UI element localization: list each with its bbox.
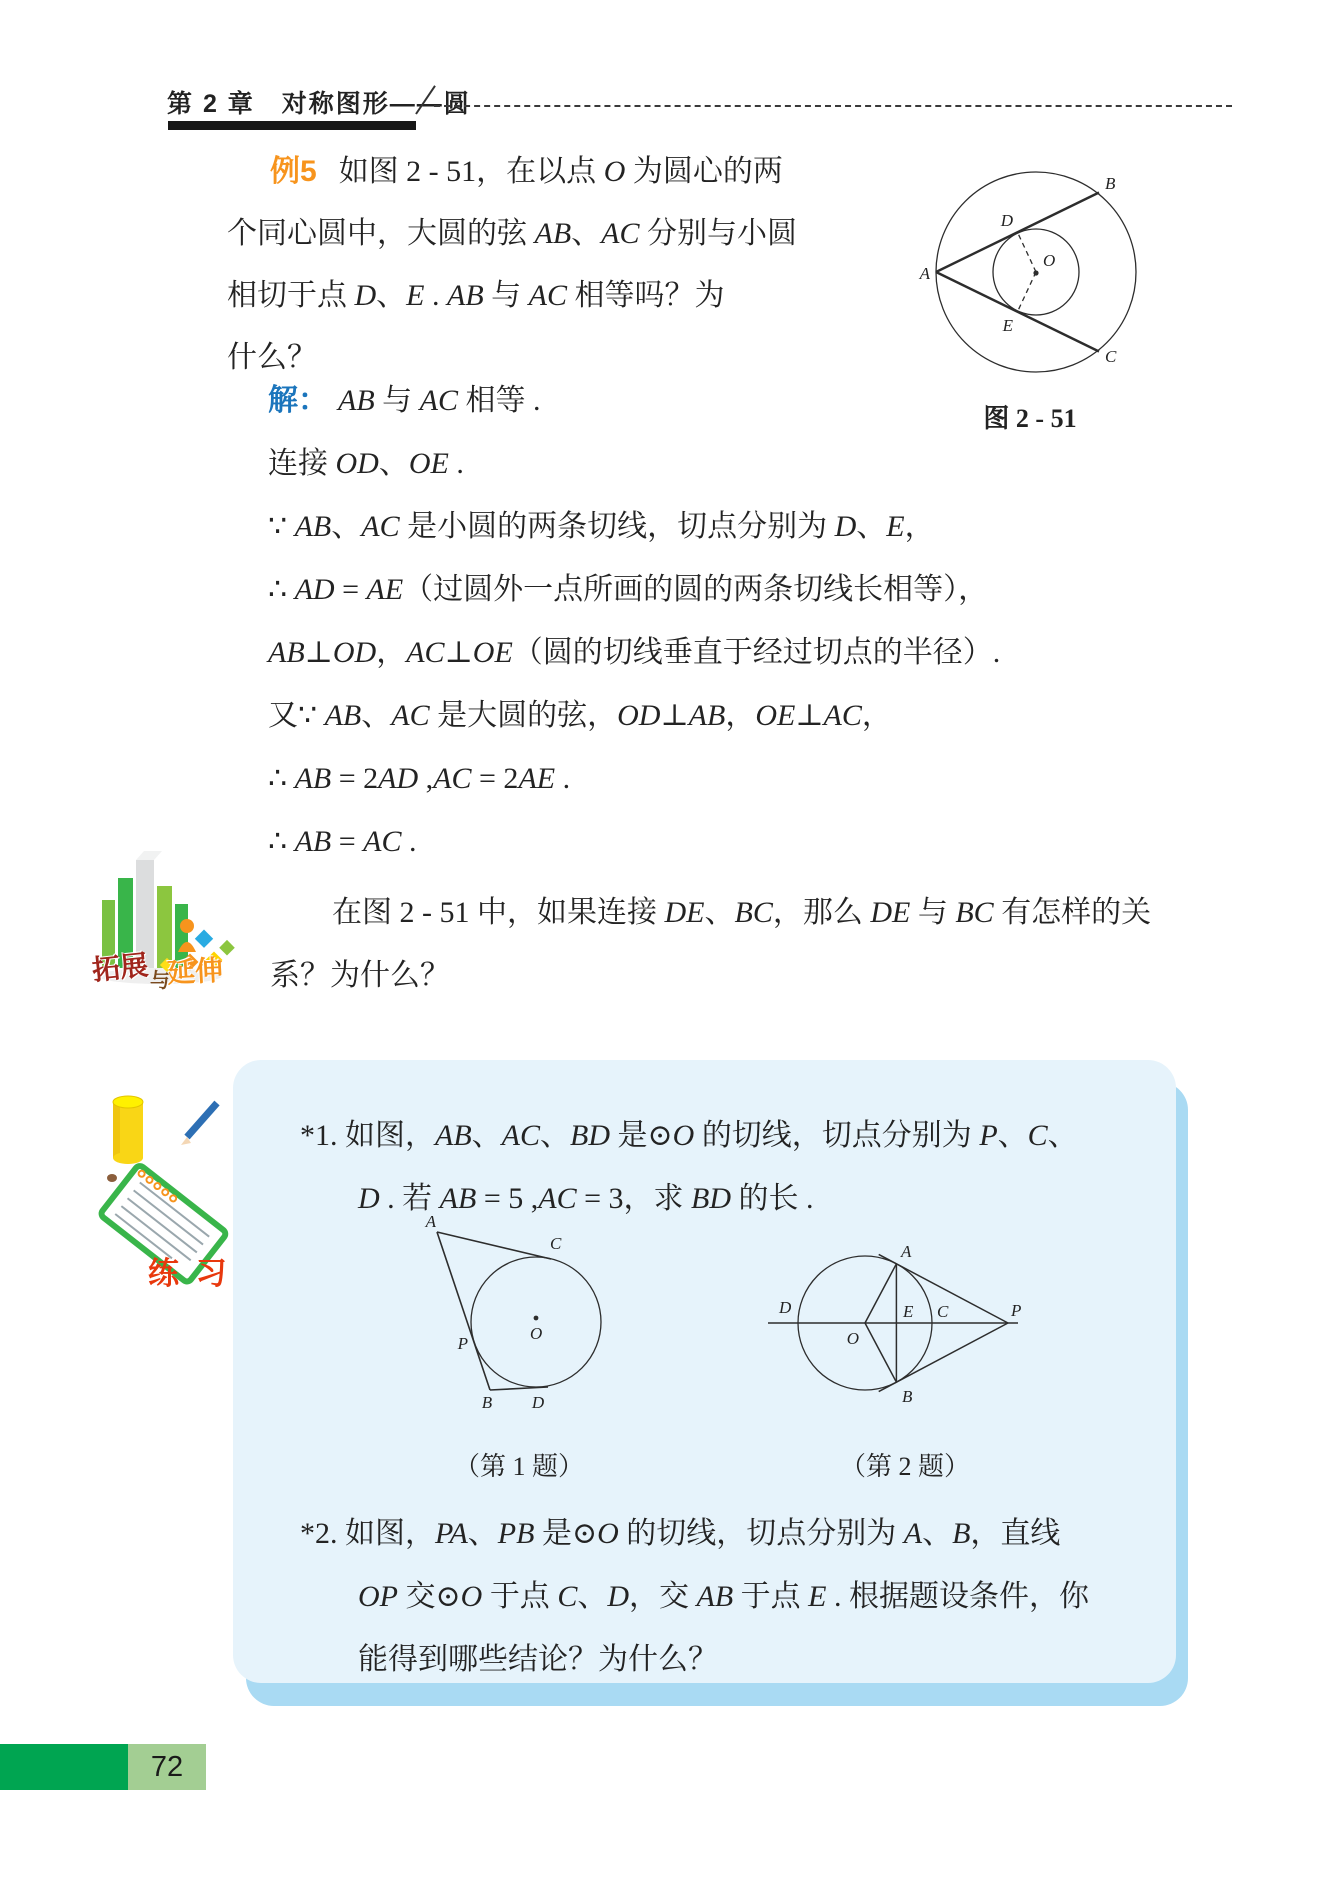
example-line-2: 个同心圆中，大圆的弦 AB、AC 分别与小圆	[227, 217, 797, 250]
point-label-P: P	[1011, 1301, 1022, 1320]
extension-line-2: 系？为什么？	[270, 959, 450, 992]
point-label-O: O	[530, 1324, 543, 1343]
diamond-blue	[195, 930, 213, 948]
solution-line-5: AB⊥OD，AC⊥OE（圆的切线垂直于经过切点的半径）.	[268, 636, 1001, 669]
figure-problem-2	[755, 1205, 1040, 1445]
point-label-C: C	[937, 1302, 949, 1321]
figure-2-51	[900, 142, 1160, 394]
solution-line-8: ∴ AB = AC .	[268, 825, 417, 858]
radius-OA	[865, 1264, 896, 1323]
figure-problem-1-caption: （第 1 题）	[453, 1452, 584, 1481]
point-label-B: B	[1105, 174, 1116, 193]
cylinder-bottom	[113, 1152, 143, 1164]
problem-2-line-3: 能得到哪些结论？为什么？	[358, 1643, 718, 1676]
point-label-A: A	[425, 1212, 436, 1231]
chapter-underline-bar	[168, 121, 416, 130]
circle-O	[471, 1257, 601, 1387]
figure-2-51-caption: 图 2 - 51	[983, 404, 1077, 433]
example-label: 例5	[270, 155, 317, 188]
point-label-P: P	[457, 1334, 468, 1353]
point-label-C: C	[550, 1234, 562, 1253]
extension-line-1: 在图 2 - 51 中，如果连接 DE、BC，那么 DE 与 BC 有怎样的关	[332, 896, 1152, 929]
point-label-E: E	[1002, 316, 1013, 335]
point-label-A: A	[901, 1242, 912, 1261]
figure-problem-1	[360, 1205, 640, 1445]
person-icon	[180, 919, 194, 933]
solution-line-4: ∴ AD = AE（过圆外一点所画的圆的两条切线长相等），	[268, 573, 989, 606]
solution-line-7: ∴ AB = 2AD ,AC = 2AE .	[268, 762, 571, 795]
dot-brown	[107, 1174, 117, 1182]
radius-OD-dashed	[1018, 232, 1037, 272]
text-line	[270, 141, 797, 203]
bar-3-top	[136, 851, 162, 860]
extension-badge-text-2: 与	[150, 970, 170, 992]
problem-1-line-2: D . 若 AB = 5 ,AC = 3，求 BD 的长 .	[358, 1182, 814, 1215]
center-dot	[534, 1316, 539, 1321]
point-label-A: A	[919, 264, 930, 283]
point-label-B: B	[481, 1393, 493, 1412]
point-label-E: E	[903, 1302, 914, 1321]
example-line-4: 什么？	[227, 341, 317, 374]
tangent-AB	[437, 1232, 490, 1390]
chapter-title: 第 2 章 对称图形——圆	[167, 90, 471, 118]
solution-line-3: ∵ AB、AC 是小圆的两条切线，切点分别为 D、E，	[268, 510, 935, 543]
pencil-icon	[187, 1103, 217, 1137]
problem-2-line-2: OP 交⊙O 于点 C、D，交 AB 于点 E . 根据题设条件，你	[358, 1580, 1089, 1613]
solution-label: 解：	[268, 384, 328, 417]
chord-AB	[936, 193, 1099, 273]
footer-green-block	[0, 1744, 128, 1790]
example-line-3: 相切于点 D、E . AB 与 AC 相等吗？为	[227, 279, 725, 312]
cylinder-top	[113, 1096, 143, 1108]
chapter-dashed-rule	[434, 105, 1232, 107]
solution-line-6: 又∵ AB、AC 是大圆的弦，OD⊥AB，OE⊥AC，	[268, 699, 892, 732]
point-label-B: B	[902, 1387, 913, 1406]
page-number: 72	[150, 1750, 184, 1783]
point-label-O: O	[1043, 251, 1056, 270]
problem-2-line-1: *2. 如图，PA、PB 是⊙O 的切线，切点分别为 A、B，直线	[300, 1517, 1061, 1550]
practice-badge-text: 练 习	[148, 1256, 231, 1291]
tangent-PB	[879, 1323, 1008, 1392]
solution-line-1	[268, 369, 1000, 432]
problem-1-line-1: *1. 如图，AB、AC、BD 是⊙O 的切线，切点分别为 P、C、	[300, 1119, 1078, 1152]
figure-problem-2-caption: （第 2 题）	[839, 1452, 970, 1481]
tangent-BD	[490, 1387, 548, 1390]
extension-badge-text-1: 拓展	[90, 949, 150, 986]
point-label-D: D	[1000, 211, 1013, 230]
point-label-O: O	[846, 1329, 859, 1348]
extension-badge-text-3: 延伸	[166, 954, 224, 989]
point-label-D: D	[531, 1393, 545, 1412]
solution-statement: AB 与 AC 相等 .	[338, 384, 541, 417]
problem-2-text	[300, 1502, 1089, 1691]
example-section	[227, 141, 797, 389]
chord-AC	[936, 272, 1099, 352]
footer-page-number-block	[128, 1744, 206, 1790]
radius-OB	[865, 1323, 896, 1382]
example-line-1: 如图 2 - 51，在以点 O 为圆心的两	[338, 155, 783, 188]
radius-OE-dashed	[1018, 272, 1037, 312]
extension-paragraph	[270, 881, 1151, 1007]
point-label-D: D	[779, 1298, 792, 1317]
solution-line-2: 连接 OD、OE .	[268, 447, 464, 480]
center-dot	[1033, 270, 1038, 275]
point-label-C: C	[1105, 347, 1117, 366]
solution-section	[268, 369, 1000, 873]
cylinder-shade	[113, 1102, 120, 1158]
tangent-AC	[437, 1232, 551, 1259]
